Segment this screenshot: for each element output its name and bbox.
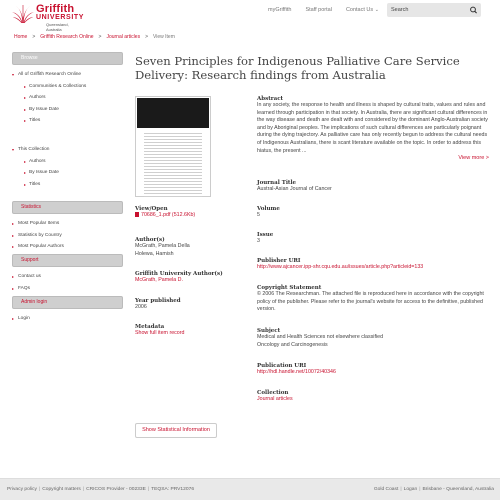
- sidebar-item-most-popular-items[interactable]: ▸ Most Popular Items: [12, 221, 60, 226]
- caret-right-icon: ▸: [24, 106, 27, 112]
- site-footer: [0, 478, 500, 500]
- show-full-record-link[interactable]: Show full item record: [135, 330, 185, 336]
- breadcrumb-current: View Item: [153, 34, 175, 40]
- breadcrumb-journal-articles[interactable]: Journal articles: [106, 34, 141, 40]
- browse-panel-header: Browse: [12, 52, 123, 65]
- search-placeholder: Search: [391, 7, 409, 13]
- browse-list: [12, 65, 123, 145]
- publisher-uri-section: [257, 258, 489, 272]
- subject-section: [257, 328, 489, 349]
- subject-value: Medical and Health Sciences not elsewhere classified: [257, 334, 384, 340]
- campus-gold-coast-link[interactable]: Gold Coast: [373, 487, 399, 492]
- sidebar-item-this-collection: ▾ This Collection: [12, 147, 50, 152]
- caret-down-icon: ▾: [12, 147, 15, 152]
- sidebar-item-titles[interactable]: ▸ Titles: [24, 118, 41, 123]
- sidebar-item-login[interactable]: ▸ Login: [12, 316, 30, 321]
- griffith-logo[interactable]: [12, 3, 85, 32]
- copyright-label: Copyright Statement: [257, 285, 322, 291]
- sidebar-item-collection-titles[interactable]: ▸ Titles: [24, 181, 41, 187]
- site-header: [0, 0, 500, 30]
- sidebar-item-collection-authors[interactable]: ▸ Authors: [24, 158, 46, 164]
- pdf-file-icon: [135, 212, 139, 217]
- abstract-label: Abstract: [257, 96, 284, 102]
- year-value: 2006: [135, 304, 147, 310]
- griffith-flame-logo-icon: [12, 4, 34, 24]
- page-title: Seven Principles for Indigenous Palliative Care Service Delivery: Research findings from Australia: [135, 54, 460, 82]
- sidebar-item-collection-by-issue-date[interactable]: ▸ By Issue Date: [24, 170, 59, 175]
- subject-value: Oncology and Carcinogenesis: [257, 341, 328, 348]
- admin-list: [12, 309, 123, 326]
- logo-name: Griffith: [36, 3, 75, 15]
- publication-uri-section: [257, 363, 489, 377]
- caret-right-icon: ▸: [24, 95, 27, 100]
- issue-section: [257, 232, 489, 246]
- privacy-policy-link[interactable]: Privacy policy: [7, 487, 37, 492]
- journal-title-value: Austral-Asian Journal of Cancer: [257, 186, 332, 192]
- collection-list: [12, 145, 123, 201]
- document-thumbnail[interactable]: [135, 96, 211, 197]
- publication-uri-link[interactable]: http://hdl.handle.net/10072/40346: [257, 369, 336, 375]
- support-list: [12, 267, 123, 296]
- breadcrumb-griffith-research-online[interactable]: Griffith Research Online: [40, 34, 94, 40]
- caret-right-icon: ▸: [12, 285, 15, 291]
- publisher-uri-link[interactable]: http://www.ajcancer.ipp-shr.cqu.edu.au/issues/article.php?articleid=133: [257, 264, 424, 270]
- sidebar-item-statistics-by-country[interactable]: ▸ Statistics by Country: [12, 232, 62, 238]
- view-more-link[interactable]: View more >: [458, 155, 489, 162]
- caret-right-icon: ▸: [12, 244, 15, 249]
- gu-authors-label: Griffith University Author(s): [135, 271, 223, 277]
- authors-label: Author(s): [135, 237, 165, 243]
- volume-label: Volume: [257, 206, 280, 212]
- publisher-uri-label: Publisher URI: [257, 258, 301, 264]
- volume-value: 5: [257, 212, 260, 218]
- issue-value: 3: [257, 238, 260, 244]
- campus-logan-link[interactable]: Logan: [403, 487, 418, 492]
- logo-university: UNIVERSITY: [36, 14, 85, 21]
- sidebar-item-faqs[interactable]: ▸ FAQs: [12, 285, 30, 291]
- search-icon[interactable]: [466, 3, 481, 17]
- campus-brisbane-link[interactable]: Brisbane - Queensland, Australia: [422, 487, 494, 492]
- author-name: McGrath, Pamela Della: [135, 243, 190, 249]
- caret-right-icon: ▸: [24, 181, 27, 187]
- caret-right-icon: ▸: [12, 274, 15, 279]
- caret-right-icon: ▸: [24, 170, 27, 175]
- cricos-provider: CRICOS Provider - 00233E: [86, 487, 146, 492]
- copyright-matters-link[interactable]: Copyright matters: [42, 487, 81, 492]
- contact-us-label: Contact Us: [345, 7, 374, 13]
- gu-author-link[interactable]: McGrath, Pamela D.: [135, 277, 183, 283]
- top-nav: [268, 7, 393, 13]
- logo-location: Queensland, Australia: [46, 22, 69, 32]
- caret-right-icon: ▸: [24, 118, 27, 123]
- sidebar: [12, 52, 123, 326]
- pdf-file-link[interactable]: 70686_1.pdf (512.6Kb): [141, 212, 196, 218]
- sidebar-item-authors[interactable]: ▸ Authors: [24, 95, 46, 100]
- caret-down-icon: ▾: [12, 72, 15, 77]
- thumbnail-text-lines: [144, 133, 202, 199]
- sidebar-item-communities[interactable]: ▸ Communities & Collections: [24, 83, 87, 89]
- teqsa-id: TEQSA: PRV12076: [151, 487, 195, 492]
- footer-left: Privacy policy | Copyright matters | CRICOS Provider - 00233E | TEQSA: PRV12076: [7, 487, 195, 492]
- sidebar-item-contact-us[interactable]: ▸ Contact us: [12, 274, 41, 279]
- show-statistics-button[interactable]: Show Statistical Information: [135, 423, 217, 438]
- subject-label: Subject: [257, 328, 281, 334]
- volume-section: [257, 206, 489, 220]
- year-section: [135, 298, 253, 312]
- caret-right-icon: ▸: [12, 316, 15, 321]
- gu-authors-section: [135, 271, 253, 285]
- caret-right-icon: ▸: [12, 221, 15, 226]
- copyright-section: [257, 285, 489, 314]
- nav-staff-portal-link[interactable]: Staff portal: [305, 7, 332, 13]
- statistics-list: [12, 214, 123, 254]
- collection-link[interactable]: Journal articles: [257, 396, 293, 402]
- metadata-section: [135, 324, 253, 338]
- abstract-section: [257, 96, 489, 161]
- nav-contact-us-link[interactable]: [346, 7, 379, 13]
- authors-section: [135, 237, 253, 258]
- view-open-section: [135, 206, 253, 220]
- caret-right-icon: ▸: [24, 83, 27, 89]
- breadcrumb: Home > Griffith Research Online > Journal articles > View Item: [14, 34, 175, 40]
- breadcrumb-home[interactable]: Home: [14, 34, 28, 40]
- issue-label: Issue: [257, 232, 274, 238]
- chevron-down-icon: ⌄: [374, 7, 379, 13]
- admin-panel-header: Admin login: [12, 296, 123, 309]
- view-open-label: View/Open: [135, 206, 168, 212]
- search-input[interactable]: [387, 3, 481, 17]
- publication-uri-label: Publication URI: [257, 363, 307, 369]
- footer-right: Gold Coast | Logan | Brisbane - Queensland, Australia: [373, 487, 494, 492]
- nav-mygriffith-link[interactable]: myGriffith: [268, 7, 292, 13]
- journal-title-section: [257, 180, 489, 194]
- author-name: Holewa, Hamish: [135, 250, 174, 257]
- year-label: Year published: [135, 298, 181, 304]
- statistics-panel-header: Statistics: [12, 201, 123, 214]
- support-panel-header: Support: [12, 254, 123, 267]
- thumbnail-header-band: [137, 98, 209, 128]
- caret-right-icon: ▸: [24, 158, 27, 164]
- copyright-text: © 2006 The Researchman. The attached file is reproduced here in accordance with the copyright policy of the publisher. Please refer to the journal's website for access to the definitive, published version.: [257, 291, 484, 312]
- sidebar-item-most-popular-authors[interactable]: ▸ Most Popular Authors: [12, 244, 64, 249]
- metadata-label: Metadata: [135, 324, 165, 330]
- collection-section: [257, 390, 489, 404]
- sidebar-item-all-of-griffith: ▾ All of Griffith Research Online: [12, 72, 82, 77]
- collection-label: Collection: [257, 390, 289, 396]
- journal-title-label: Journal Title: [257, 180, 297, 186]
- sidebar-item-by-issue-date[interactable]: ▸ By Issue Date: [24, 106, 59, 112]
- caret-right-icon: ▸: [12, 232, 15, 238]
- abstract-text: In any society, the response to health and illness is shaped by cultural traits, values and rules and learned through participation in that society. In Australia, there are significant cultural differences in the way disease and death are dealt with and considered by the dominant Anglo-Australian society and by Aboriginal peoples. The implications of such cultural differences are particularly poignant during the dying trajectory. As palliative care has only recently begun to address the cultural needs of Indigenous Australians, there is scant literature available on the topic. In order to address this hiatus, the present ...: [257, 102, 488, 154]
